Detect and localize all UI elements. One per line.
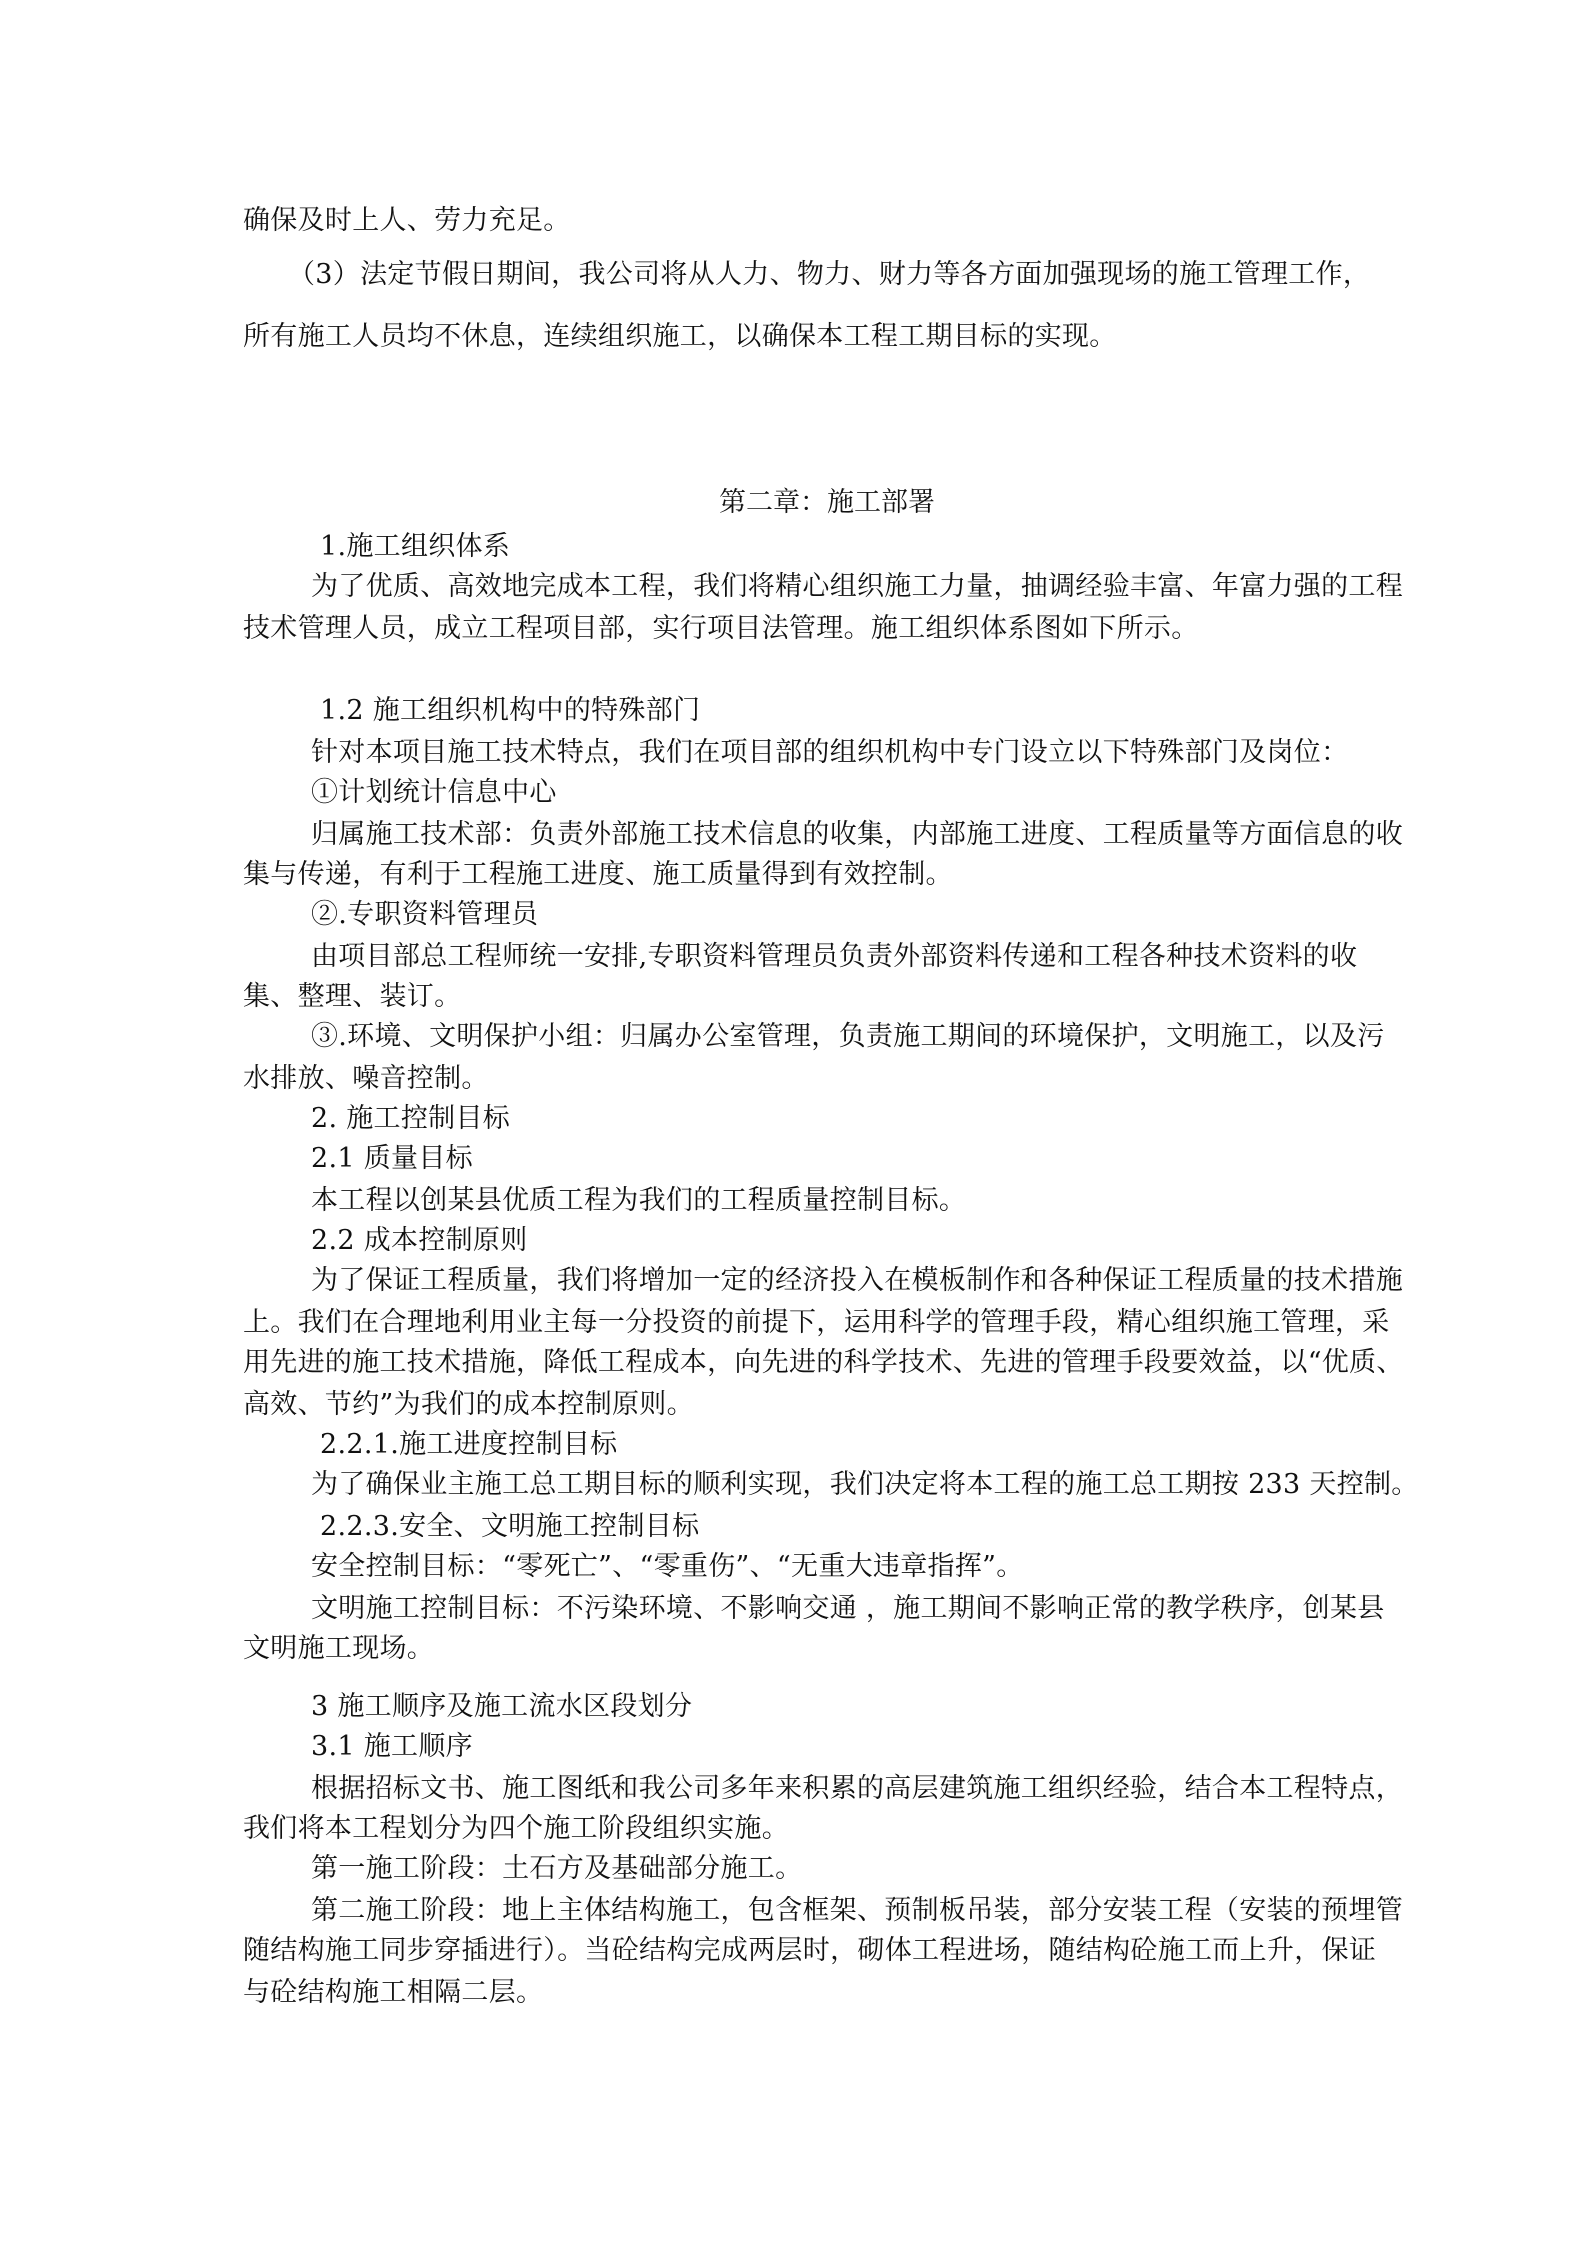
section-2-2-line-2: 上。我们在合理地利用业主每一分投资的前提下，运用科学的管理手段，精心组织施工管理，采 (243, 1307, 1390, 1338)
intro-line-2: （3）法定节假日期间，我公司将从人力、物力、财力等各方面加强现场的施工管理工作， (288, 259, 1371, 290)
intro-line-1: 确保及时上人、劳力充足。 (243, 205, 571, 236)
chapter-title: 第二章：施工部署 (719, 487, 935, 518)
intro-line-3: 所有施工人员均不休息，连续组织施工，以确保本工程工期目标的实现。 (243, 321, 1117, 352)
stage-2-line-1: 第二施工阶段：地上主体结构施工，包含框架、预制板吊装，部分安装工程（安装的预埋管 (311, 1895, 1403, 1926)
section-3-1-para-line-2: 我们将本工程划分为四个施工阶段组织实施。 (243, 1813, 789, 1844)
section-2-2-1-para: 为了确保业主施工总工期目标的顺利实现，我们决定将本工程的施工总工期按 233 天控制。 (311, 1469, 1419, 1500)
civil-target-line-2: 文明施工现场。 (243, 1633, 435, 1664)
stage-2-line-3: 与砼结构施工相隔二层。 (243, 1977, 544, 2008)
section-2-heading: 2. 施工控制目标 (311, 1103, 511, 1134)
item-1-line-1: 归属施工技术部：负责外部施工技术信息的收集，内部施工进度、工程质量等方面信息的收 (311, 819, 1403, 850)
section-1-para-line-2: 技术管理人员，成立工程项目部，实行项目法管理。施工组织体系图如下所示。 (243, 613, 1199, 644)
item-1-line-2: 集与传递，有利于工程施工进度、施工质量得到有效控制。 (243, 859, 953, 890)
section-1-2-para: 针对本项目施工技术特点，我们在项目部的组织机构中专门设立以下特殊部门及岗位： (311, 737, 1349, 768)
item-2-line-2: 集、整理、装订。 (243, 981, 462, 1012)
section-2-2-line-4: 高效、节约”为我们的成本控制原则。 (243, 1389, 694, 1420)
item-3-line-2: 水排放、噪音控制。 (243, 1063, 489, 1094)
section-1-2-heading: 1.2 施工组织机构中的特殊部门 (320, 695, 701, 726)
item-1-title: ①计划统计信息中心 (311, 777, 557, 808)
item-3-line-1: ③.环境、文明保护小组：归属办公室管理，负责施工期间的环境保护，文明施工，以及污 (311, 1021, 1385, 1052)
section-1-heading: 1.施工组织体系 (320, 531, 511, 562)
stage-2-line-2: 随结构施工同步穿插进行）。当砼结构完成两层时，砌体工程进场，随结构砼施工而上升，保证 (243, 1935, 1377, 1966)
item-2-title: ②.专职资料管理员 (311, 899, 539, 930)
item-2-line-1: 由项目部总工程师统一安排,专职资料管理员负责外部资料传递和工程各种技术资料的收 (311, 941, 1358, 972)
civil-target-line-1: 文明施工控制目标：不污染环境、不影响交通 ，施工期间不影响正常的教学秩序，创某县 (311, 1593, 1385, 1624)
section-2-1-para: 本工程以创某县优质工程为我们的工程质量控制目标。 (311, 1185, 967, 1216)
stage-1: 第一施工阶段：土石方及基础部分施工。 (311, 1853, 803, 1884)
section-2-2-1-heading: 2.2.1.施工进度控制目标 (320, 1429, 618, 1460)
section-3-heading: 3 施工顺序及施工流水区段划分 (311, 1691, 693, 1722)
section-2-2-line-1: 为了保证工程质量，我们将增加一定的经济投入在模板制作和各种保证工程质量的技术措施 (311, 1265, 1403, 1296)
section-2-2-3-heading: 2.2.3.安全、文明施工控制目标 (320, 1511, 700, 1542)
section-2-1-heading: 2.1 质量目标 (311, 1143, 473, 1174)
section-3-1-heading: 3.1 施工顺序 (311, 1731, 473, 1762)
section-2-2-heading: 2.2 成本控制原则 (311, 1225, 528, 1256)
safety-target: 安全控制目标：“零死亡”、“零重伤”、“无重大违章指挥”。 (311, 1551, 1024, 1582)
section-3-1-para-line-1: 根据招标文书、施工图纸和我公司多年来积累的高层建筑施工组织经验，结合本工程特点， (311, 1773, 1403, 1804)
section-2-2-line-3: 用先进的施工技术措施，降低工程成本，向先进的科学技术、先进的管理手段要效益，以“优质、 (243, 1347, 1404, 1378)
section-1-para-line-1: 为了优质、高效地完成本工程，我们将精心组织施工力量，抽调经验丰富、年富力强的工程 (311, 571, 1403, 602)
